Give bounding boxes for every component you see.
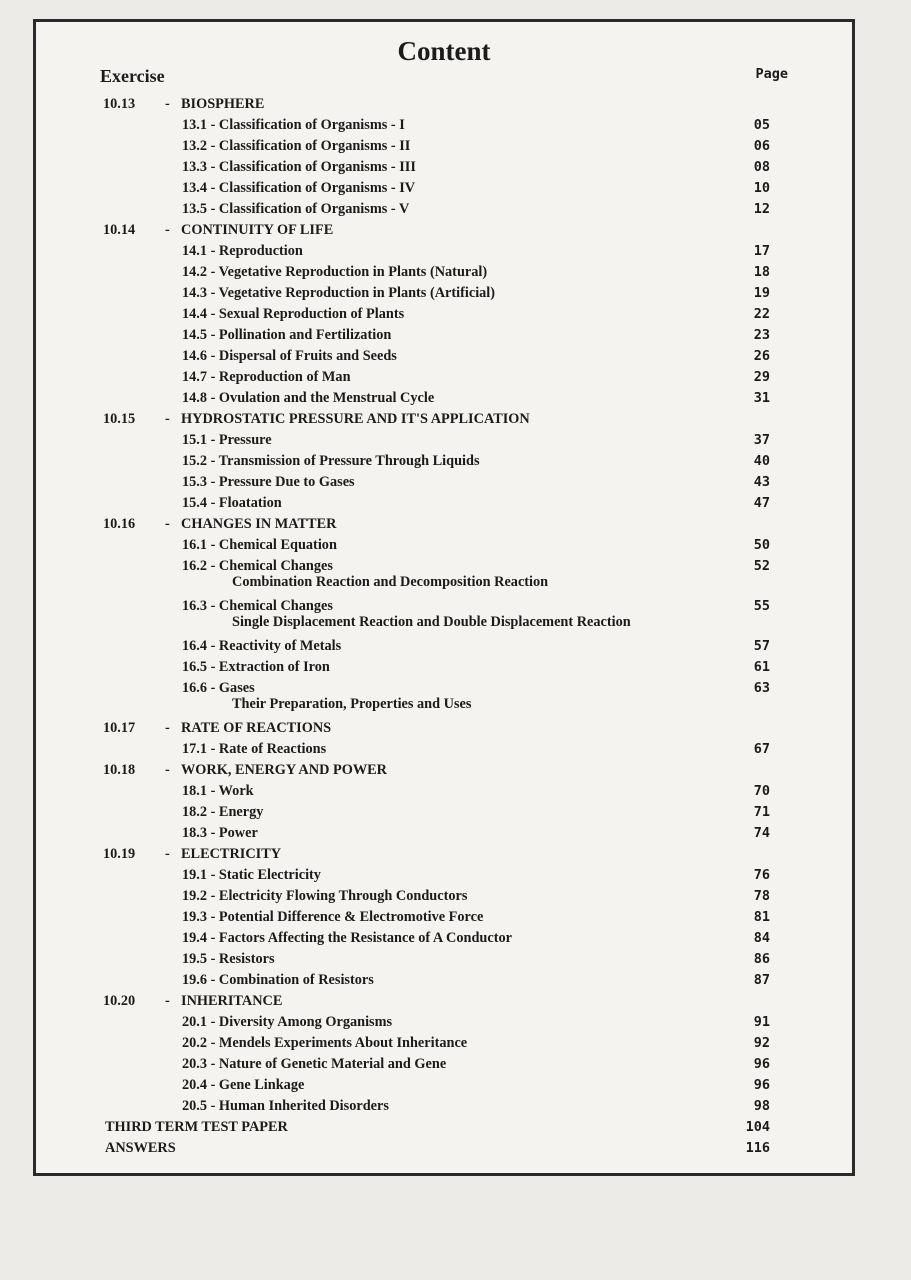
page-number: 67 xyxy=(753,741,770,757)
section-title: 15.2 - Transmission of Pressure Through Liquids xyxy=(182,453,480,469)
page-number: 19 xyxy=(753,285,770,301)
page-number: 96 xyxy=(753,1077,770,1093)
section-title: 20.4 - Gene Linkage xyxy=(182,1077,305,1093)
chapter-title: WORK, ENERGY AND POWER xyxy=(181,762,387,778)
page-number: 91 xyxy=(753,1014,770,1030)
page-column-header: Page xyxy=(755,66,788,82)
section-title: 14.3 - Vegetative Reproduction in Plants (Artificial) xyxy=(182,285,496,301)
page-number: 43 xyxy=(753,474,770,490)
section-title: 14.4 - Sexual Reproduction of Plants xyxy=(182,306,405,322)
separator: - xyxy=(165,96,170,112)
exercise-column-header: Exercise xyxy=(100,66,165,86)
section-title: 19.2 - Electricity Flowing Through Conductors xyxy=(182,888,468,904)
section-title: 20.2 - Mendels Experiments About Inheritance xyxy=(182,1035,468,1051)
page-number: 23 xyxy=(753,327,770,343)
page-number: 37 xyxy=(753,432,770,448)
section-title: 20.5 - Human Inherited Disorders xyxy=(182,1098,389,1114)
page-number: 31 xyxy=(753,390,770,406)
page-number: 61 xyxy=(753,659,770,675)
section-title: 16.1 - Chemical Equation xyxy=(182,537,337,553)
chapter-number: 10.19 xyxy=(103,846,136,862)
page-number: 08 xyxy=(753,159,770,175)
section-title: 18.2 - Energy xyxy=(182,804,264,820)
section-title: 14.1 - Reproduction xyxy=(182,243,303,259)
page-number: 26 xyxy=(753,348,770,364)
section-title: 15.4 - Floatation xyxy=(182,495,282,511)
section-title: 14.2 - Vegetative Reproduction in Plants (Natural) xyxy=(182,264,488,280)
section-title: 19.1 - Static Electricity xyxy=(182,867,321,883)
page-number: 57 xyxy=(753,638,770,654)
separator: - xyxy=(165,846,170,862)
page-number: 84 xyxy=(753,930,770,946)
extra-title: ANSWERS xyxy=(105,1140,176,1156)
chapter-title: RATE OF REACTIONS xyxy=(181,720,332,736)
section-title: 16.5 - Extraction of Iron xyxy=(182,659,330,675)
separator: - xyxy=(165,222,170,238)
page-number: 52 xyxy=(753,558,770,574)
page-number: 05 xyxy=(753,117,770,133)
separator: - xyxy=(165,516,170,532)
chapter-title: CONTINUITY OF LIFE xyxy=(181,222,334,238)
section-title: 20.3 - Nature of Genetic Material and Gene xyxy=(182,1056,447,1072)
page-number: 10 xyxy=(753,180,770,196)
chapter-number: 10.20 xyxy=(103,993,136,1009)
page-number: 78 xyxy=(753,888,770,904)
separator: - xyxy=(165,762,170,778)
page-number: 104 xyxy=(745,1119,770,1135)
section-title: 19.6 - Combination of Resistors xyxy=(182,972,374,988)
section-title: 19.3 - Potential Difference & Electromotive Force xyxy=(182,909,484,925)
section-title: 17.1 - Rate of Reactions xyxy=(182,741,327,757)
page-number: 92 xyxy=(753,1035,770,1051)
page-number: 74 xyxy=(753,825,770,841)
section-title: 14.7 - Reproduction of Man xyxy=(182,369,351,385)
page-title: Content xyxy=(397,36,491,66)
section-title: 18.1 - Work xyxy=(182,783,254,799)
chapter-number: 10.13 xyxy=(103,96,136,112)
section-title: 18.3 - Power xyxy=(182,825,258,841)
page-number: 17 xyxy=(753,243,770,259)
chapter-title: ELECTRICITY xyxy=(181,846,282,862)
page-number: 96 xyxy=(753,1056,770,1072)
page-number: 29 xyxy=(753,369,770,385)
page-number: 47 xyxy=(753,495,770,511)
section-title: 14.8 - Ovulation and the Menstrual Cycle xyxy=(182,390,435,406)
section-title: 19.5 - Resistors xyxy=(182,951,275,967)
page-number: 86 xyxy=(753,951,770,967)
section-title: 13.5 - Classification of Organisms - V xyxy=(182,201,410,217)
section-title: 14.5 - Pollination and Fertilization xyxy=(182,327,392,343)
chapter-title: CHANGES IN MATTER xyxy=(181,516,337,532)
chapter-number: 10.14 xyxy=(103,222,136,238)
chapter-number: 10.18 xyxy=(103,762,136,778)
page-number: 98 xyxy=(753,1098,770,1114)
chapter-title: BIOSPHERE xyxy=(181,96,265,112)
chapter-number: 10.17 xyxy=(103,720,136,736)
section-title: 13.3 - Classification of Organisms - III xyxy=(182,159,416,175)
page-number: 71 xyxy=(753,804,770,820)
page-number: 50 xyxy=(753,537,770,553)
section-subtitle: Combination Reaction and Decomposition Reaction xyxy=(232,574,549,590)
chapter-number: 10.15 xyxy=(103,411,136,427)
page-number: 70 xyxy=(753,783,770,799)
separator: - xyxy=(165,411,170,427)
section-subtitle: Single Displacement Reaction and Double Displacement Reaction xyxy=(232,614,631,630)
section-title: 13.1 - Classification of Organisms - I xyxy=(182,117,405,133)
section-title: 19.4 - Factors Affecting the Resistance of A Conductor xyxy=(182,930,512,946)
page-number: 81 xyxy=(753,909,770,925)
page-number: 63 xyxy=(753,680,770,696)
section-title: 16.4 - Reactivity of Metals xyxy=(182,638,342,654)
page-number: 12 xyxy=(753,201,770,217)
extra-title: THIRD TERM TEST PAPER xyxy=(105,1119,288,1135)
page-number: 55 xyxy=(753,598,770,614)
section-title: 16.3 - Chemical Changes xyxy=(182,598,333,614)
section-title: 15.1 - Pressure xyxy=(182,432,272,448)
section-title: 13.4 - Classification of Organisms - IV xyxy=(182,180,416,196)
section-title: 16.2 - Chemical Changes xyxy=(182,558,333,574)
section-title: 14.6 - Dispersal of Fruits and Seeds xyxy=(182,348,397,364)
page-number: 76 xyxy=(753,867,770,883)
section-title: 16.6 - Gases xyxy=(182,680,255,696)
page-number: 22 xyxy=(753,306,770,322)
chapter-number: 10.16 xyxy=(103,516,136,532)
section-subtitle: Their Preparation, Properties and Uses xyxy=(232,696,472,712)
page-number: 116 xyxy=(745,1140,770,1156)
page-number: 18 xyxy=(753,264,770,280)
chapter-title: HYDROSTATIC PRESSURE AND IT'S APPLICATION xyxy=(181,411,530,427)
page-number: 40 xyxy=(753,453,770,469)
separator: - xyxy=(165,993,170,1009)
page-number: 06 xyxy=(753,138,770,154)
section-title: 20.1 - Diversity Among Organisms xyxy=(182,1014,393,1030)
page-number: 87 xyxy=(753,972,770,988)
separator: - xyxy=(165,720,170,736)
section-title: 15.3 - Pressure Due to Gases xyxy=(182,474,355,490)
content-page-frame xyxy=(33,19,855,1176)
section-title: 13.2 - Classification of Organisms - II xyxy=(182,138,411,154)
chapter-title: INHERITANCE xyxy=(181,993,283,1009)
